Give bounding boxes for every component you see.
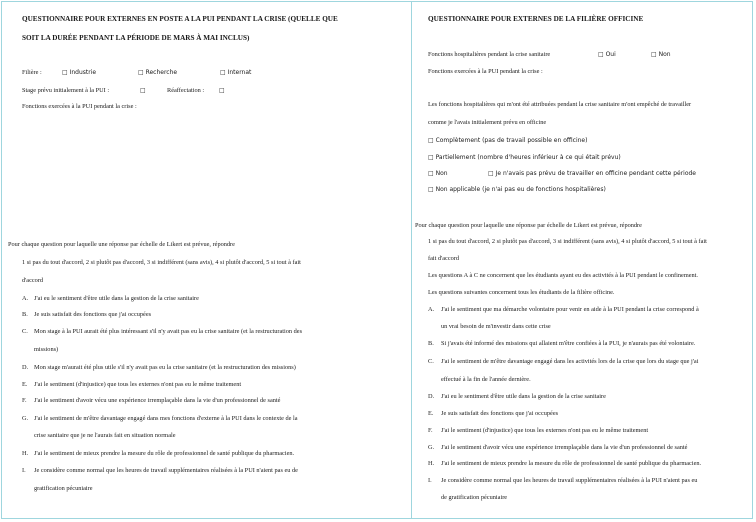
stage-checkbox[interactable]: □ [140, 87, 146, 94]
question-letter: G. [22, 415, 29, 422]
question-letter: H. [428, 460, 435, 467]
option-partiellement[interactable]: □ Partiellement (nombre d'heures inférieur à ce qui était prévu) [428, 154, 621, 161]
question-text: J'ai le sentiment d'avoir vécu une expérience irremplaçable dans la vie d'un professionnel de santé [34, 397, 281, 404]
question-text-continued: missions) [34, 346, 59, 353]
filiere-option-industrie[interactable]: □ Industrie [62, 69, 97, 76]
question-text: Si j'avais été informé des missions qui allaient m'être confiées à la PUI, je n'aurais pas été volontaire. [441, 340, 696, 347]
option-completement[interactable]: □ Complètement (pas de travail possible en officine) [428, 137, 588, 144]
question-text: J'ai le sentiment de mieux prendre la mesure du rôle de professionnel de santé publique du pharmacien. [34, 450, 295, 457]
question-letter: B. [428, 340, 434, 347]
empeche-line-2: comme je l'avais initialement prévu en officine [428, 119, 547, 126]
question-letter: A. [428, 306, 435, 313]
question-letter: F. [428, 427, 433, 434]
question-letter: I. [428, 477, 432, 484]
question-text: Mon stage à la PUI aurait été plus intéressant s'il n'y avait pas eu la crise sanitaire (et la restructuration des [34, 328, 303, 335]
left-title-line-2: SOIT LA DURÉE PENDANT LA PÉRIODE DE MARS À MAI INCLUS) [22, 34, 250, 42]
left-likert-scale-line-1: 1 si pas du tout d'accord, 2 si plutôt pas d'accord, 3 si indifférent (sans avis), 4 si plutôt d'accord, 5 si tout à fait [22, 259, 301, 266]
option-non-applicable[interactable]: □ Non applicable (je n'ai pas eu de fonctions hospitalières) [428, 186, 606, 193]
question-letter: D. [428, 393, 435, 400]
question-letter: B. [22, 311, 28, 318]
right-likert-scale-line-2: fait d'accord [428, 255, 460, 262]
left-fonctions-label: Fonctions exercées à la PUI pendant la crise : [22, 103, 137, 110]
note-line-1: Les questions A à C ne concernent que les étudiants ayant eu des activités à la PUI pendant le confinement. [428, 272, 698, 279]
question-letter: H. [22, 450, 29, 457]
right-title: QUESTIONNAIRE POUR EXTERNES DE LA FILIÈRE OFFICINE [428, 15, 644, 23]
non-checkbox[interactable]: □ Non [651, 51, 671, 58]
question-letter: I. [22, 467, 26, 474]
question-text: Je considère comme normal que les heures de travail supplémentaires réalisées à la PUI n'aient pas eu de [34, 467, 298, 474]
right-fonctions-label: Fonctions exercées à la PUI pendant la crise : [428, 68, 543, 75]
question-text-continued: effectué à la fin de l'année dernière. [441, 376, 531, 383]
question-text-continued: de gratification pécuniaire [441, 494, 508, 501]
question-letter: E. [22, 381, 28, 388]
filiere-label: Filière : [22, 69, 42, 76]
question-letter: D. [22, 364, 29, 371]
question-letter: F. [22, 397, 27, 404]
reaffectation-label: Réaffectation : [167, 87, 205, 94]
right-likert-intro: Pour chaque question pour laquelle une réponse par échelle de Likert est prévue, répondre [415, 222, 642, 229]
question-text: J'ai eu le sentiment d'être utile dans la gestion de la crise sanitaire [441, 393, 606, 400]
question-text-continued: un vrai besoin de m'investir dans cette crise [441, 323, 551, 330]
fonctions-hospitalieres-label: Fonctions hospitalières pendant la crise sanitaire [428, 51, 551, 58]
option-non[interactable]: □ Non [428, 170, 448, 177]
question-letter: G. [428, 444, 435, 451]
oui-checkbox[interactable]: □ Oui [598, 51, 616, 58]
question-text: J'ai le sentiment que ma démarche volontaire pour venir en aide à la PUI pendant la crise correspond à [441, 306, 699, 313]
question-text: Mon stage m'aurait été plus utile s'il n'y avait pas eu la crise sanitaire (et la restructuration des missions) [34, 364, 296, 371]
question-letter: C. [428, 358, 434, 365]
question-text: Je suis satisfait des fonctions que j'ai occupées [441, 410, 559, 417]
reaffectation-checkbox[interactable]: □ [219, 87, 225, 94]
question-letter: A. [22, 295, 29, 302]
note-line-2: Les questions suivantes concernent tous les étudiants de la filière officine. [428, 289, 615, 296]
left-likert-intro: Pour chaque question pour laquelle une réponse par échelle de Likert est prévue, répondre [8, 241, 235, 248]
empeche-line-1: Les fonctions hospitalières qui m'ont été attribuées pendant la crise sanitaire m'ont empêché de travailler [428, 101, 692, 108]
filiere-option-internat[interactable]: □ Internat [220, 69, 252, 76]
question-text: J'ai le sentiment d'avoir vécu une expérience irremplaçable dans la vie d'un professionnel de santé [441, 444, 688, 451]
question-text: J'ai le sentiment de m'être davantage engagé dans mes fonctions d'externe à la PUI dans le contexte de la [34, 415, 298, 422]
question-text-continued: crise sanitaire que je ne l'aurais fait en situation normale [34, 432, 176, 439]
option-non-prevu[interactable]: □ Je n'avais pas prévu de travailler en officine pendant cette période [488, 170, 697, 177]
question-letter: C. [22, 328, 28, 335]
stage-label: Stage prévu initialement à la PUI : [22, 87, 110, 94]
question-text: Je suis satisfait des fonctions que j'ai occupées [34, 311, 152, 318]
left-title-line-1: QUESTIONNAIRE POUR EXTERNES EN POSTE A LA PUI PENDANT LA CRISE (QUELLE QUE [22, 15, 338, 23]
question-text-continued: gratification pécuniaire [34, 485, 93, 492]
column-divider [411, 2, 412, 519]
filiere-option-recherche[interactable]: □ Recherche [138, 69, 178, 76]
question-text: J'ai le sentiment de m'être davantage engagé dans les activités lors de la crise que lors du stage que j'ai [441, 358, 699, 365]
question-text: J'ai le sentiment de mieux prendre la mesure du rôle de professionnel de santé publique du pharmacien. [441, 460, 702, 467]
right-likert-scale-line-1: 1 si pas du tout d'accord, 2 si plutôt pas d'accord, 3 si indifférent (sans avis), 4 si plutôt d'accord, 5 si tout à fait [428, 238, 707, 245]
question-letter: E. [428, 410, 434, 417]
question-text: Je considère comme normal que les heures de travail supplémentaires réalisées à la PUI n'aient pas eu [441, 477, 698, 484]
left-likert-scale-line-2: d'accord [22, 277, 44, 284]
question-text: J'ai le sentiment (d'injustice) que tous les externes n'ont pas eu le même traitement [441, 427, 649, 434]
question-text: J'ai le sentiment (d'injustice) que tous les externes n'ont pas eu le même traitement [34, 381, 242, 388]
question-text: J'ai eu le sentiment d'être utile dans la gestion de la crise sanitaire [34, 295, 199, 302]
